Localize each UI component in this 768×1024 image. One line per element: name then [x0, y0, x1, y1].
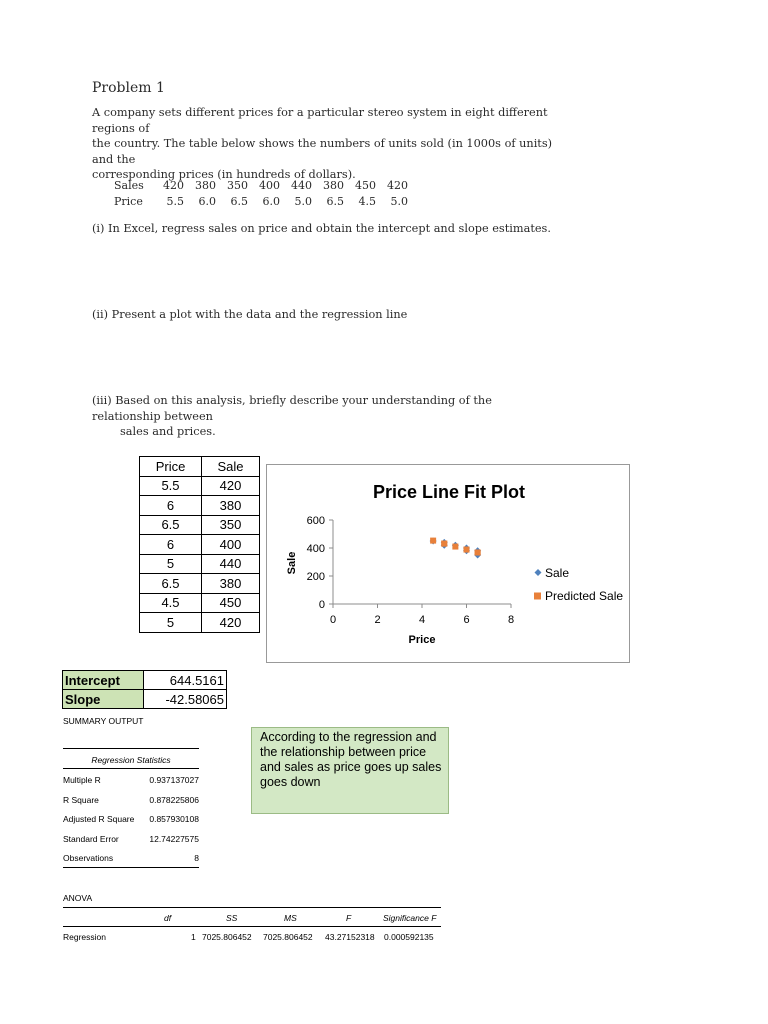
problem-description	[92, 105, 562, 183]
question-3-line: sales and prices.	[120, 425, 216, 438]
sale-cell: 350	[202, 515, 260, 535]
sales-cell: 440	[291, 178, 312, 192]
sale-cell: 440	[202, 554, 260, 574]
price-cell: 5	[140, 613, 202, 633]
legend-marker-sale	[535, 569, 542, 576]
sale-cell: 380	[202, 574, 260, 594]
x-tick-label: 2	[374, 614, 381, 626]
predicted-sale-point	[430, 538, 436, 544]
price-sale-table	[139, 456, 260, 633]
anova-header-rule	[63, 926, 441, 927]
price-cell: 5.0	[294, 194, 312, 208]
price-cell: 6.0	[262, 194, 280, 208]
x-tick-label: 0	[329, 614, 337, 626]
table-row	[140, 476, 260, 496]
regstat-value: 12.74227575	[149, 834, 199, 844]
predicted-sale-point	[441, 541, 447, 547]
description-line: A company sets different prices for a particular stereo system in eight different regions of	[92, 106, 548, 135]
price-cell: 5	[140, 554, 202, 574]
legend-label-sale: Sale	[545, 566, 570, 580]
price-cell: 4.5	[358, 194, 376, 208]
intercept-label: Intercept	[63, 671, 144, 690]
predicted-sale-point	[464, 547, 470, 553]
regstat-value: 8	[194, 853, 199, 863]
description-line: corresponding prices (in hundreds of dollars).	[92, 168, 356, 181]
anova-top-rule	[63, 907, 441, 908]
sales-cell: 380	[195, 178, 216, 192]
price-cell: 6.5	[140, 515, 202, 535]
y-tick-label: 600	[306, 515, 325, 527]
note-line: According to the regression and	[260, 730, 437, 744]
note-line: the relationship between price	[260, 745, 427, 759]
regstat-label: Adjusted R Square	[63, 814, 135, 824]
anova-header-ms: MS	[284, 913, 297, 923]
header-price: Price	[140, 457, 202, 477]
sales-cell: 420	[387, 178, 408, 192]
regstat-value: 0.937137027	[149, 775, 199, 785]
question-3	[92, 393, 562, 440]
predicted-sale-point	[452, 544, 458, 550]
table-row	[140, 613, 260, 633]
problem-title: Problem 1	[92, 80, 165, 96]
anova-header-significance-f: Significance F	[383, 913, 437, 923]
sale-cell: 450	[202, 593, 260, 613]
price-cell: 6	[140, 535, 202, 555]
anova-header-f: F	[346, 913, 352, 923]
sales-row	[114, 177, 408, 193]
line-fit-plot	[266, 464, 630, 663]
regstat-value: 0.857930108	[149, 814, 199, 824]
summary-output-title: SUMMARY OUTPUT	[63, 716, 144, 726]
table-header-row	[140, 457, 260, 477]
x-tick-label: 4	[418, 614, 426, 626]
question-1: (i) In Excel, regress sales on price and obtain the intercept and slope estimates.	[92, 222, 551, 235]
legend	[534, 566, 623, 603]
sales-cell: 420	[163, 178, 184, 192]
regstat-row	[63, 834, 199, 853]
sale-cell: 420	[202, 613, 260, 633]
chart-svg	[267, 465, 629, 662]
regstat-row	[63, 795, 199, 814]
anova-ss-value: 7025.806452	[202, 932, 252, 942]
chart-title: Price Line Fit Plot	[372, 482, 526, 502]
regstat-row	[63, 814, 199, 833]
regression-statistics-header: Regression Statistics	[63, 748, 199, 769]
conclusion-note	[251, 727, 449, 814]
regstat-label: Multiple R	[63, 775, 101, 785]
anova-header-ss: SS	[226, 913, 238, 923]
y-tick-label: 200	[306, 571, 325, 583]
price-cell: 5.5	[140, 476, 202, 496]
table-row	[140, 496, 260, 516]
predicted-sale-point	[475, 550, 481, 556]
regstat-label: Standard Error	[63, 834, 119, 844]
sales-cell: 400	[259, 178, 280, 192]
price-cell: 6	[140, 496, 202, 516]
question-2: (ii) Present a plot with the data and the regression line	[92, 308, 408, 321]
price-cell: 6.0	[198, 194, 216, 208]
intercept-row	[63, 671, 227, 690]
anova-significance-value: 0.000592135	[384, 932, 434, 942]
regstat-value: 0.878225806	[149, 795, 199, 805]
sales-label: Sales	[114, 178, 144, 192]
note-line: and sales as price goes up sales	[260, 760, 442, 774]
estimates-table	[62, 670, 227, 709]
header-sale: Sale	[202, 457, 260, 477]
regstat-row	[63, 775, 199, 794]
y-tick-label: 0	[318, 599, 325, 611]
y-axis-label: Sale	[286, 551, 298, 575]
anova-df-value: 1	[191, 932, 196, 942]
anova-title: ANOVA	[63, 893, 93, 903]
price-cell: 6.5	[326, 194, 344, 208]
anova-header-df: df	[164, 913, 172, 923]
anova-ms-value: 7025.806452	[263, 932, 313, 942]
table-row	[140, 574, 260, 594]
note-line: goes down	[260, 775, 321, 789]
regstat-label: R Square	[63, 795, 99, 805]
sales-cell: 450	[355, 178, 376, 192]
sale-cell: 420	[202, 476, 260, 496]
y-tick-label: 400	[306, 543, 325, 555]
price-cell: 5.0	[390, 194, 408, 208]
price-cell: 6.5	[230, 194, 248, 208]
x-tick-label: 6	[463, 614, 470, 626]
price-label: Price	[114, 194, 143, 208]
x-axis-label: Price	[408, 634, 436, 646]
intercept-value: 644.5161	[144, 671, 227, 690]
price-cell: 6.5	[140, 574, 202, 594]
slope-label: Slope	[63, 690, 144, 709]
slope-value: -42.58065	[144, 690, 227, 709]
table-row	[140, 554, 260, 574]
price-cell: 5.5	[166, 194, 184, 208]
price-row	[114, 193, 408, 209]
sales-cell: 380	[323, 178, 344, 192]
anova-row-label: Regression	[63, 932, 106, 942]
legend-label-predicted: Predicted Sale	[545, 589, 624, 603]
table-row	[140, 593, 260, 613]
question-3-line: (iii) Based on this analysis, briefly describe your understanding of the relationship between	[92, 394, 492, 423]
regstat-row	[63, 853, 199, 872]
table-row	[140, 535, 260, 555]
description-line: the country. The table below shows the numbers of units sold (in 1000s of units) and the	[92, 137, 553, 166]
sale-cell: 380	[202, 496, 260, 516]
regstat-label: Observations	[63, 853, 114, 863]
sales-cell: 350	[227, 178, 248, 192]
sale-cell: 400	[202, 535, 260, 555]
legend-marker-predicted	[534, 593, 541, 600]
sales-price-table	[114, 177, 408, 209]
table-row	[140, 515, 260, 535]
regression-statistics-bottom-rule	[63, 867, 199, 868]
anova-f-value: 43.27152318	[325, 932, 375, 942]
price-cell: 4.5	[140, 593, 202, 613]
slope-row	[63, 690, 227, 709]
x-tick-label: 8	[507, 614, 515, 626]
